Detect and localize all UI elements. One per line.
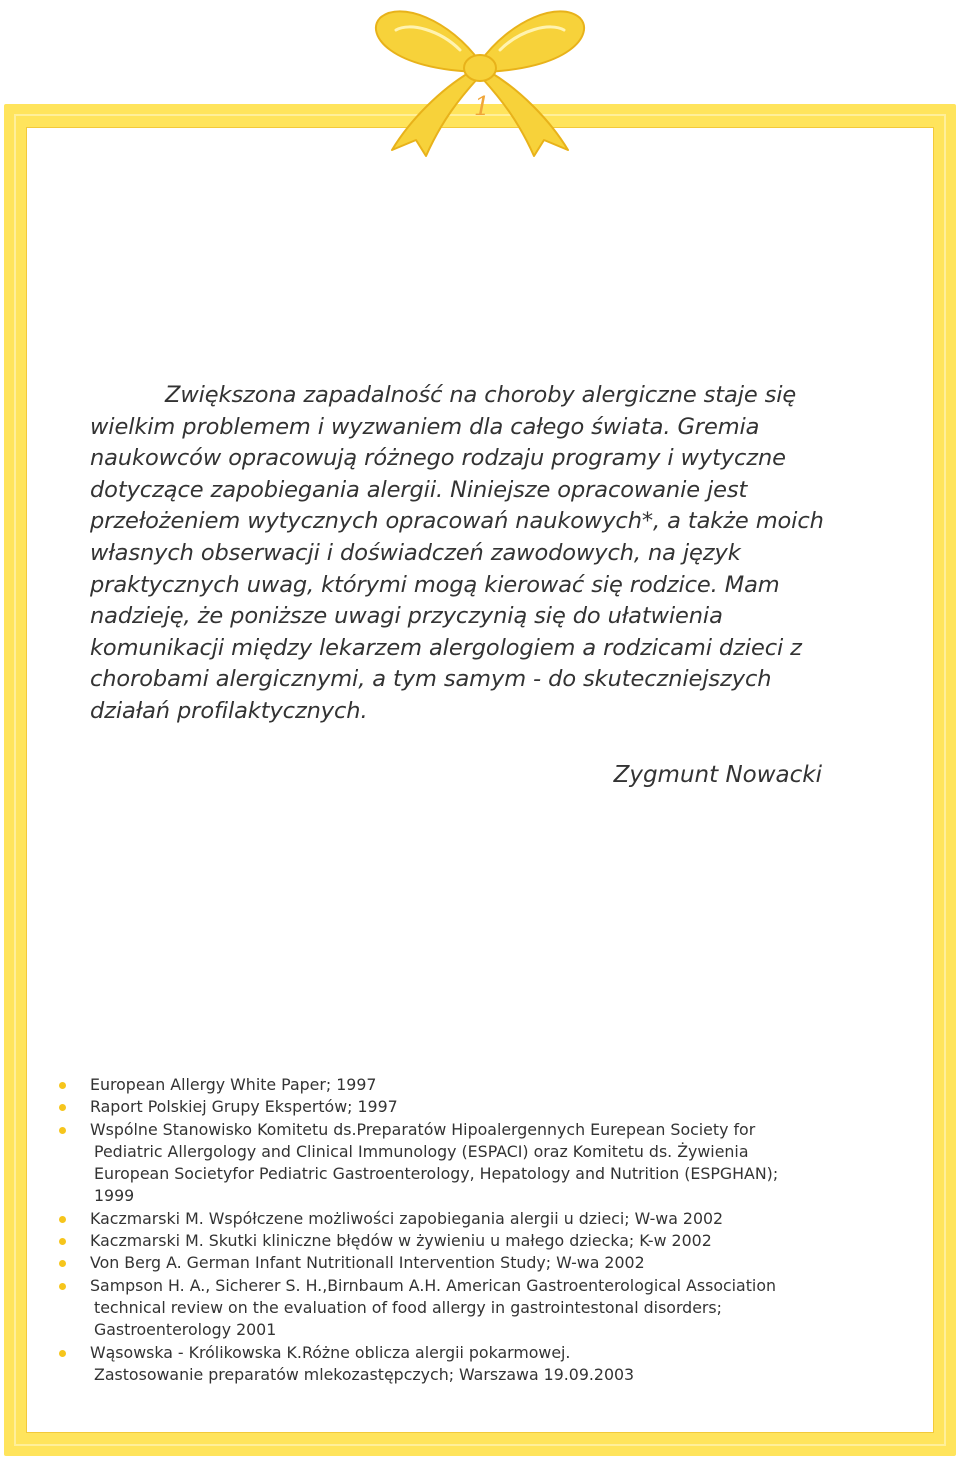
reference-continuation: technical review on the evaluation of food allergy in gastrointestonal disorders; <box>94 1297 722 1317</box>
bullet-icon <box>59 1238 66 1245</box>
reference-item: Kaczmarski M. Współczene możliwości zapobiegania alergii u dzieci; W-wa 2002 <box>56 1208 816 1230</box>
reference-continuation: Zastosowanie preparatów mlekozastępczych; Warszawa 19.09.2003 <box>94 1364 635 1384</box>
page-number: 1 <box>473 92 491 122</box>
bullet-icon <box>59 1260 66 1267</box>
bullet-icon <box>59 1104 66 1111</box>
reference-item: Von Berg A. German Infant Nutritionall Intervention Study; W-wa 2002 <box>56 1252 816 1274</box>
reference-continuation: Pediatric Allergology and Clinical Immunology (ESPACI) oraz Komitetu ds. Żywienia <box>94 1141 749 1161</box>
reference-item: Kaczmarski M. Skutki kliniczne błędów w żywieniu u małego dziecka; K-w 2002 <box>56 1230 816 1252</box>
reference-item: Wspólne Stanowisko Komitetu ds.Preparatów Hipoalergennych Eurepean Society for Pediatric Allergology and Clinical Immunology (ESPACI) oraz Komitetu ds. Żywienia <box>56 1119 816 1164</box>
intro-paragraph: Zwiększona zapadalność na choroby alergiczne staje się wielkim problemem i wyzwaniem dla całego świata. Gremia naukowców opracowują różnego rodzaju programy i wytyczne dotyczące zapobiegania alergii. Niniejsze opracowanie jest przełożeniem wytycznych opracowań naukowych*, a także moich własnych obserwacji i doświadczeń zawodowych, na język praktycznych uwag, którymi mogą kierować się rodzice. Mam nadzieję, że poniższe uwagi przyczynią się do ułatwienia komunikacji między lekarzem alergologiem a rodzicami dzieci z chorobami alergicznymi, a tym samym - do skuteczniejszych działań profilaktycznych. <box>90 382 824 724</box>
bullet-icon <box>59 1216 66 1223</box>
reference-item: Wąsowska - Królikowska K.Różne oblicza alergii pokarmowej. Zastosowanie preparatów mlekozastępczych; Warszawa 19.09.2003 <box>56 1342 816 1387</box>
reference-item: European Allergy White Paper; 1997 <box>56 1074 816 1096</box>
author-signature: Zygmunt Nowacki <box>613 762 822 788</box>
bullet-icon <box>59 1082 66 1089</box>
reference-continuation-line: 1999 <box>94 1186 135 1206</box>
reference-list <box>56 1074 816 1386</box>
reference-item: Sampson H. A., Sicherer S. H.,Birnbaum A.H. American Gastroenterological Association technical review on the evaluation of food allergy in gastrointestonal disorders; <box>56 1275 816 1320</box>
reference-continuation-line: European Societyfor Pediatric Gastroenterology, Hepatology and Nutrition (ESPGHAN); <box>94 1164 779 1184</box>
bullet-icon <box>59 1350 66 1357</box>
reference-item: Raport Polskiej Grupy Ekspertów; 1997 <box>56 1096 816 1118</box>
reference-continuation-line: Gastroenterology 2001 <box>94 1320 277 1340</box>
bullet-icon <box>59 1283 66 1290</box>
bullet-icon <box>59 1127 66 1134</box>
ribbon-bow-icon <box>330 0 630 160</box>
